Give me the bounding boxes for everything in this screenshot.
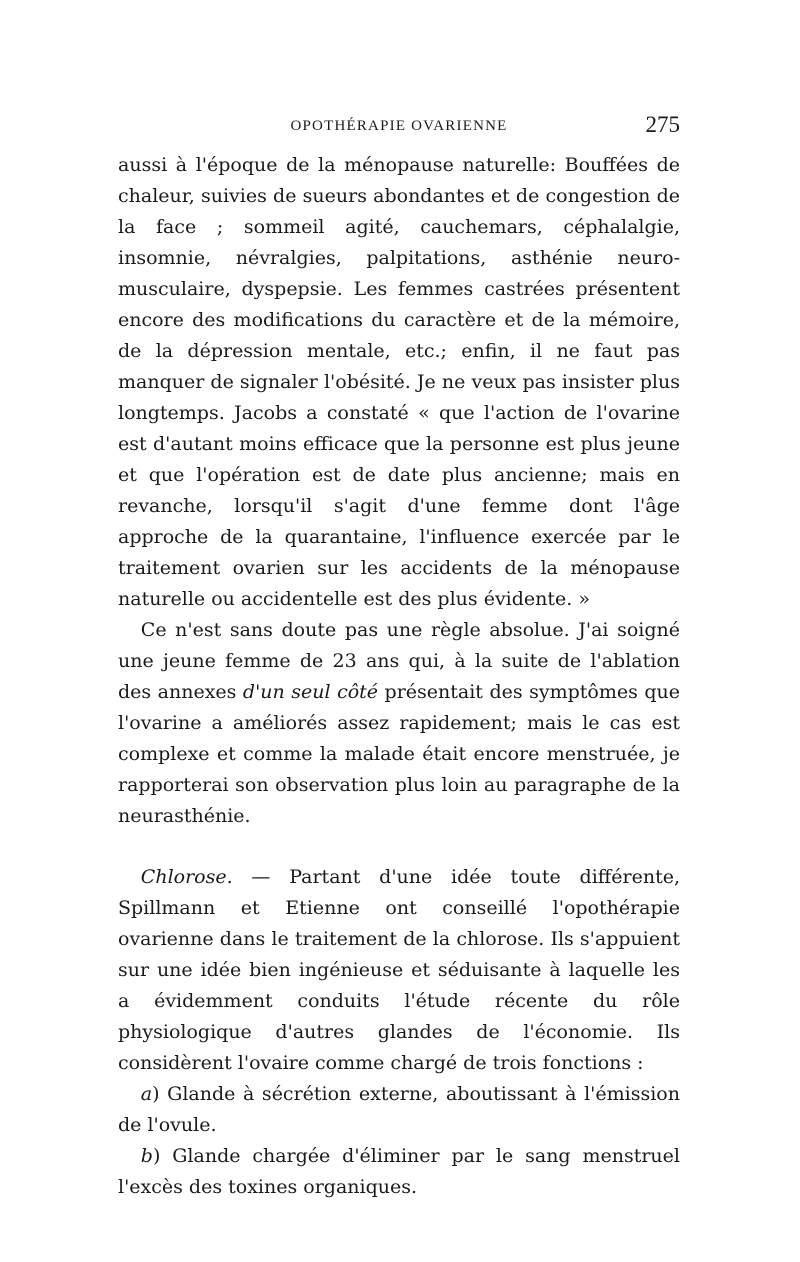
emphasis: d'un seul côté (242, 681, 379, 703)
list-marker: b (140, 1145, 153, 1167)
text-run: ) Glande chargée d'éliminer par le sang menstruel l'excès des toxines organiques. (118, 1145, 680, 1198)
list-item-b (118, 1141, 680, 1203)
page-header (118, 112, 680, 142)
paragraph (118, 615, 680, 832)
text-run: présentait des symptômes que l'ovarine a améliorés assez rapidement; mais le cas est complexe et comme la malade était encore menstruée, je rapporterai son observation plus loin au paragraphe de la neurasthénie. (118, 681, 680, 827)
list-item-a (118, 1079, 680, 1141)
running-title: OPOTHÉRAPIE OVARIENNE (290, 118, 508, 134)
page-number: 275 (645, 112, 680, 137)
paragraph: aussi à l'époque de la ménopause naturelle: Bouffées de chaleur, suivies de sueurs abondantes et de congestion de la face ; sommeil agité, cauchemars, céphalalgie, insomnie, névralgies, palpitations, asthénie neuro-musculaire, dyspepsie. Les femmes castrées présentent encore des modifications du caractère et de la mémoire, de la dépression mentale, etc.; enfin, il ne faut pas manquer de signaler l'obésité. Je ne veux pas insister plus longtemps. Jacobs a constaté « que l'action de l'ovarine est d'autant moins efficace que la personne est plus jeune et que l'opération est de date plus ancienne; mais en revanche, lorsqu'il s'agit d'une femme dont l'âge approche de la quarantaine, l'influence exercée par le traitement ovarien sur les accidents de la ménopause naturelle ou accidentelle est des plus évidente. » (118, 154, 680, 610)
text-run: Ce n'est sans doute pas une règle absolue. J'ai soigné une jeune femme de 23 ans qui, à la suite de l'ablation des annexes (118, 619, 680, 703)
body-text (118, 150, 680, 1203)
list-marker: a (140, 1083, 153, 1105)
section-paragraph-chlorose (118, 862, 680, 1079)
text-run: ) Glande à sécrétion externe, aboutissant à l'émission de l'ovule. (118, 1083, 680, 1136)
text-run: — Partant d'une idée toute différente, Spillmann et Etienne ont conseillé l'opothérapie ovarienne dans le traitement de la chlorose. Ils s'appuient sur une idée bien ingénieuse et séduisante à laquelle les a évidemment conduits l'étude récente du rôle physiologique d'autres glandes de l'économie. Ils considèrent l'ovaire comme chargé de trois fonctions : (118, 866, 680, 1074)
section-heading: Chlorose. (140, 866, 233, 888)
